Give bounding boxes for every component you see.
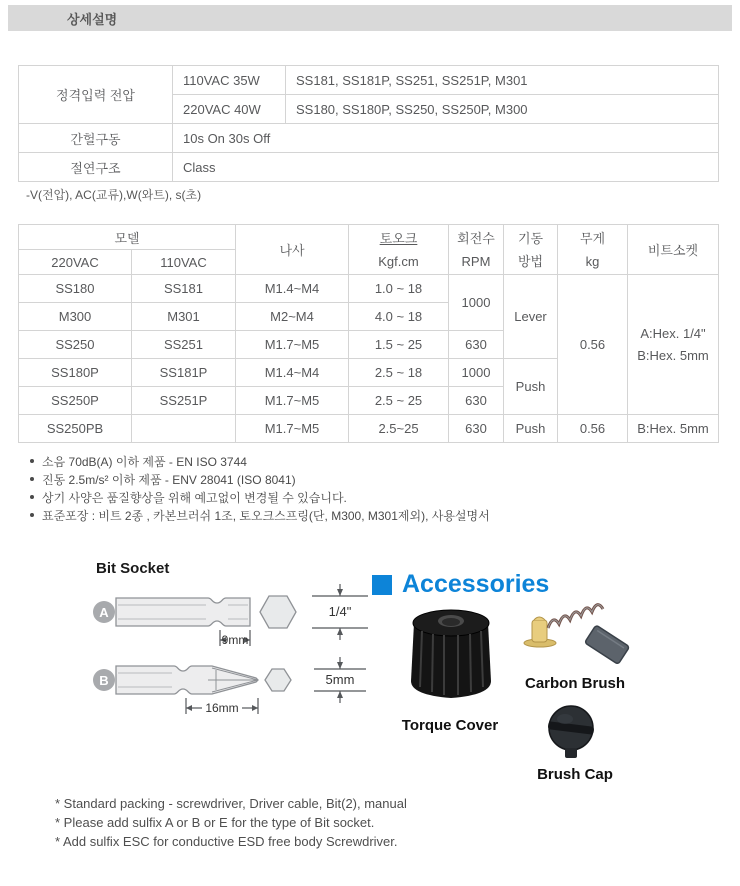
header-start-method: [504, 225, 558, 275]
insulation-value: Class: [173, 153, 719, 182]
rated-220v-cell: 220VAC 40W: [173, 95, 286, 124]
intermittent-label: 간헐구동: [19, 124, 173, 153]
cell-torque: 2.5 ~ 25: [349, 387, 449, 415]
letter-a: A: [99, 605, 109, 620]
table-row: [19, 66, 719, 95]
cell-start-method: Push: [504, 415, 558, 443]
dim-16mm-label: 16mm: [205, 701, 239, 715]
model-spec-table: [18, 224, 719, 443]
note-text: 진동 2.5m/s² 이하 제품 - ENV 28041 (ISO 8041): [42, 473, 296, 487]
list-item: [30, 507, 720, 525]
cell-screw: M1.4~M4: [236, 275, 349, 303]
rated-220v-models: SS180, SS180P, SS250, SS250P, M300: [286, 95, 719, 124]
header-torque-label: 토오크: [379, 230, 418, 246]
torque-cover-image: [406, 607, 496, 703]
header-rpm-unit: RPM: [461, 253, 491, 269]
brush-cap-label: Brush Cap: [537, 766, 613, 783]
list-item: [30, 471, 720, 489]
header-220vac: 220VAC: [19, 250, 132, 275]
power-spec-table: [18, 65, 719, 182]
hex-cross-section-b-icon: [265, 669, 291, 691]
cell-rpm: 1000: [449, 359, 504, 387]
bit-socket-title: Bit Socket: [96, 560, 170, 577]
header-start-line2: 방법: [517, 253, 544, 269]
header-weight: [558, 225, 628, 275]
footer-note: * Standard packing - screwdriver, Driver cable, Bit(2), manual: [55, 796, 407, 811]
list-item: [30, 453, 720, 471]
table-row: [19, 415, 719, 443]
cell-torque: 4.0 ~ 18: [349, 303, 449, 331]
rated-110v-models: SS181, SS181P, SS251, SS251P, M301: [286, 66, 719, 95]
cell-model-220: M300: [19, 303, 132, 331]
cell-model-220: SS180: [19, 275, 132, 303]
rated-input-label: 정격입력 전압: [19, 66, 173, 124]
header-weight-label: 무게: [579, 230, 606, 246]
cell-model-110: SS251: [132, 331, 236, 359]
cell-model-110: SS181: [132, 275, 236, 303]
cell-rpm: 1000: [449, 275, 504, 331]
torque-cover-label: Torque Cover: [401, 717, 499, 734]
header-rpm-label: 회전수: [457, 230, 495, 246]
hex-bit-a-drawing: [116, 598, 250, 626]
hex-cross-section-a-icon: [260, 596, 296, 628]
cell-model-220: SS180P: [19, 359, 132, 387]
cell-bit-socket: [628, 275, 719, 415]
notes-list: [30, 453, 720, 525]
insulation-label: 절연구조: [19, 153, 173, 182]
cell-screw: M1.7~M5: [236, 387, 349, 415]
cell-start-method: Push: [504, 359, 558, 415]
cell-start-method: Lever: [504, 275, 558, 359]
cell-rpm: 630: [449, 415, 504, 443]
header-110vac: 110VAC: [132, 250, 236, 275]
brush-cap-image: [546, 704, 596, 760]
bullet-dot-icon: [30, 513, 34, 517]
cell-model-110: SS251P: [132, 387, 236, 415]
cell-screw: M2~M4: [236, 303, 349, 331]
accessories-title: Accessories: [402, 570, 550, 598]
footer-note: * Please add sulfix A or B or E for the type of Bit socket.: [55, 815, 375, 830]
table-row: [19, 275, 719, 303]
dim-quarter-inch-label: 1/4": [328, 604, 352, 619]
note-text: 상기 사양은 품질향상을 위해 예고없이 변경될 수 있습니다.: [42, 491, 347, 505]
table-header-row: [19, 225, 719, 250]
accessories-header: [372, 570, 549, 599]
page-title: 상세설명: [67, 11, 118, 27]
cell-weight: 0.56: [558, 275, 628, 415]
cell-torque: 2.5~25: [349, 415, 449, 443]
cell-model-110: [132, 415, 236, 443]
dim-9mm-label: 9mm: [221, 633, 249, 647]
cell-torque: 1.5 ~ 25: [349, 331, 449, 359]
cell-rpm: 630: [449, 387, 504, 415]
cell-model-220: SS250PB: [19, 415, 132, 443]
cell-rpm: 630: [449, 331, 504, 359]
header-model: 모델: [19, 225, 236, 250]
cell-screw: M1.4~M4: [236, 359, 349, 387]
letter-b: B: [99, 673, 109, 688]
cell-weight: 0.56: [558, 415, 628, 443]
dim-5mm-label: 5mm: [325, 672, 355, 687]
cell-torque: 2.5 ~ 18: [349, 359, 449, 387]
cell-screw: M1.7~M5: [236, 415, 349, 443]
bit-b-diagram: [90, 650, 370, 722]
bullet-dot-icon: [30, 477, 34, 481]
cell-bit-socket: B:Hex. 5mm: [628, 415, 719, 443]
cell-model-220: SS250P: [19, 387, 132, 415]
footer-note: * Add sulfix ESC for conductive ESD free body Screwdriver.: [55, 834, 398, 849]
carbon-brush-image: [518, 598, 630, 668]
intermittent-value: 10s On 30s Off: [173, 124, 719, 153]
cell-torque: 1.0 ~ 18: [349, 275, 449, 303]
list-item: [30, 489, 720, 507]
note-text: 소음 70dB(A) 이하 제품 - EN ISO 3744: [42, 455, 247, 469]
rated-110v-cell: 110VAC 35W: [173, 66, 286, 95]
table-row: [19, 124, 719, 153]
bit-a-diagram: [90, 582, 370, 654]
power-table-footnote: -V(전압), AC(교류),W(와트), s(초): [26, 188, 202, 202]
section-header-bar: [8, 5, 732, 31]
header-screw: 나사: [236, 225, 349, 275]
bullet-dot-icon: [30, 495, 34, 499]
header-torque: [349, 225, 449, 275]
cell-model-110: SS181P: [132, 359, 236, 387]
carbon-brush-label: Carbon Brush: [524, 675, 625, 692]
header-start-line1: 기동: [517, 230, 544, 246]
bullet-dot-icon: [30, 459, 34, 463]
header-bit-socket: 비트소켓: [628, 225, 719, 275]
bit-socket-a: A:Hex. 1/4": [640, 325, 706, 341]
table-row: [19, 153, 719, 182]
cell-model-220: SS250: [19, 331, 132, 359]
cell-screw: M1.7~M5: [236, 331, 349, 359]
footer-notes: [55, 794, 407, 851]
blue-square-icon: [372, 575, 392, 595]
cell-model-110: M301: [132, 303, 236, 331]
header-torque-unit: Kgf.cm: [378, 253, 419, 269]
bit-socket-b: B:Hex. 5mm: [637, 347, 709, 363]
note-text: 표준포장 : 비트 2종 , 카본브러쉬 1조, 토오크스프링(단, M300, M301제외), 사용설명서: [42, 509, 490, 523]
header-rpm: [449, 225, 504, 275]
header-weight-unit: kg: [585, 253, 600, 269]
